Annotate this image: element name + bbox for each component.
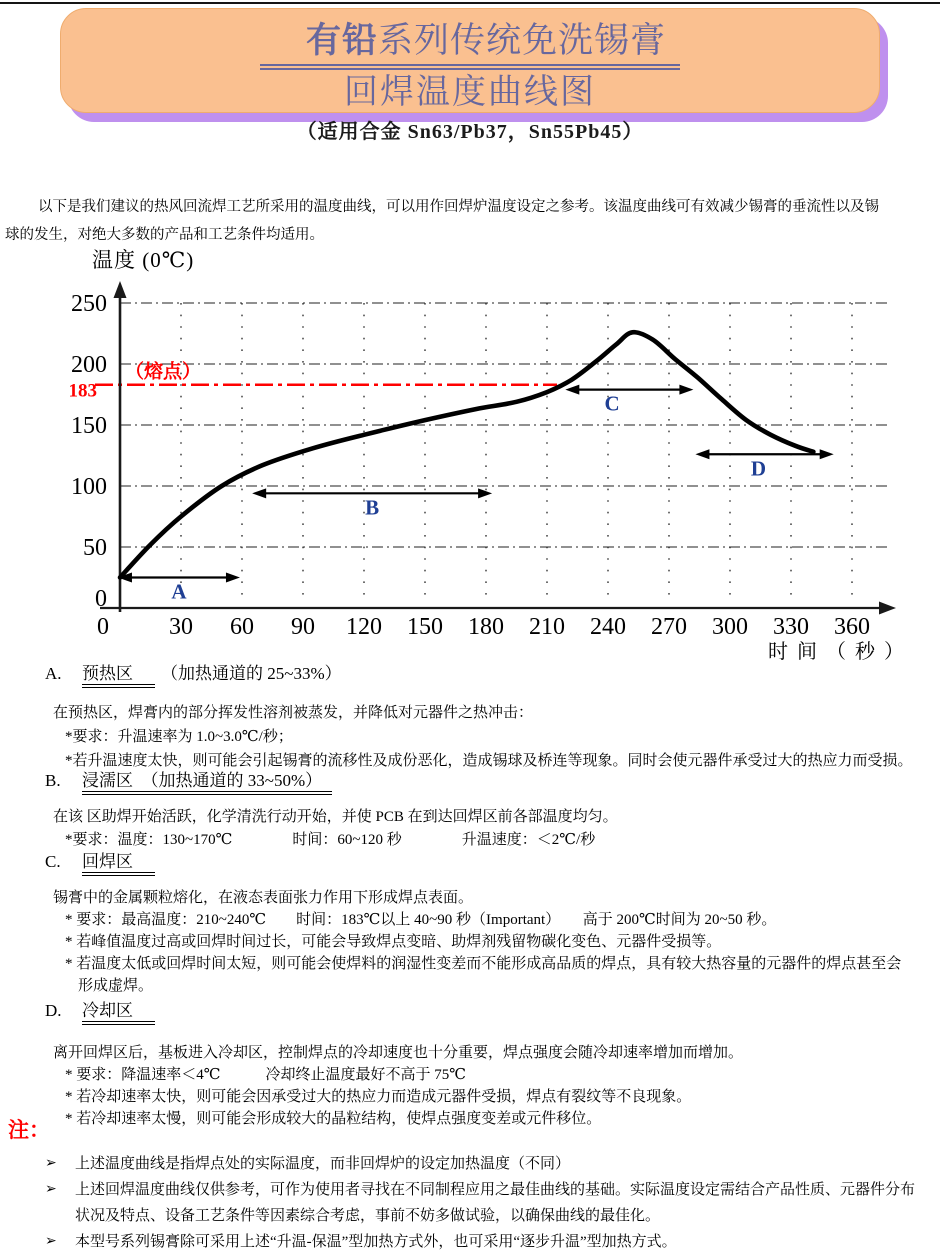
x-tick-label: 300 [712, 614, 748, 640]
zone-arrowhead-left [695, 449, 709, 459]
zone-label-b: B [365, 495, 380, 520]
notes-label: 注： [8, 1118, 50, 1142]
main-title-line2: 回焊温度曲线图 [344, 74, 596, 111]
section-label: A. [45, 664, 62, 683]
section-title: 预热区 [82, 664, 155, 688]
section-paragraph [53, 806, 940, 829]
section-heading [0, 851, 940, 873]
paragraph-line: * 若冷却速率太慢，则可能会形成较大的晶粒结构，使焊点强度变差或元件移位。 [65, 1111, 602, 1127]
y-tick-label: 200 [71, 352, 107, 378]
section-paragraph [65, 829, 940, 852]
note-item [45, 1151, 940, 1177]
section-d [0, 1000, 940, 1130]
note-item [45, 1229, 940, 1255]
y-tick-label: 0 [95, 586, 107, 612]
y-tick-label: 100 [71, 474, 107, 500]
y-axis-arrowhead [114, 281, 127, 298]
zone-arrowhead-left [252, 488, 266, 498]
x-tick-label: 120 [346, 614, 382, 640]
melting-point-marker [69, 360, 558, 402]
section-body [0, 887, 940, 997]
paragraph-line: *要求：升温速率为 1.0~3.0℃/秒； [65, 729, 293, 745]
zone-arrowhead-right [679, 385, 693, 395]
main-title-line1 [61, 19, 879, 70]
section-paragraph [65, 1086, 940, 1108]
note-line: 本型号系列锡膏除可采用上述“升温-保温”型加热方式外，也可采用“逐步升温”型加热方式。 [75, 1234, 677, 1250]
section-paragraph [65, 953, 940, 997]
paragraph-line: 锡膏中的金属颗粒熔化，在液态表面张力作用下形成焊点表面。 [53, 890, 474, 906]
section-body [0, 701, 940, 773]
note-line: 上述回焊温度曲线仅供参考，可作为使用者寻找在不同制程应用之最佳曲线的基础。实际温度设定需结合产品性质、元器件分布 [75, 1182, 916, 1198]
note-line: 状况及特点、设备工艺条件等因素综合考虑，事前不妨多做试验，以确保曲线的最佳化。 [75, 1208, 661, 1224]
paragraph-line: *要求：温度：130~170℃ 时间：60~120 秒 升温速度：＜2℃/秒 [65, 832, 596, 848]
section-paragraph [53, 701, 940, 725]
paragraph-line: 在该 区助焊开始活跃，化学清洗行动开始，并使 PCB 在到达回焊区前各部温度均匀。 [53, 809, 618, 825]
note-text [75, 1177, 940, 1229]
section-heading [0, 1000, 940, 1022]
title-rest: 系列传统免洗锡膏 [378, 21, 667, 60]
section-paragraph [53, 1042, 940, 1064]
section-paragraph [65, 931, 940, 953]
section-body [0, 1042, 940, 1130]
zone-arrowhead-right [226, 573, 240, 583]
paragraph-line: *若升温速度太快，则可能会引起锡膏的流移性及成份恶化，造成锡球及桥连等现象。同时会使元器件承受过大的热应力而受损。 [65, 753, 913, 769]
paragraph-line: 形成虚焊。 [78, 978, 154, 994]
paragraph-line: * 要求：降温速率＜4℃ 冷却终止温度最好不高于 75℃ [65, 1067, 467, 1083]
section-title-suffix: （加热通道的 25~33%） [161, 664, 342, 683]
section-paragraph [65, 1064, 940, 1086]
x-tick-label: 30 [169, 614, 193, 640]
section-label: B. [45, 771, 61, 790]
intro-line: 球的发生，对绝大多数的产品和工艺条件均适用。 [5, 227, 324, 243]
section-b [0, 770, 940, 852]
x-axis-title: 时 间 （ 秒 ） [768, 641, 906, 663]
notes-items [0, 1151, 940, 1255]
note-bullet-arrow-icon: ➢ [45, 1156, 57, 1171]
zone-arrowhead-left [565, 385, 579, 395]
x-tick-label: 240 [590, 614, 626, 640]
zone-arrowhead-right [820, 449, 834, 459]
note-line: 上述温度曲线是指焊点处的实际温度，而非回焊炉的设定加热温度（不同） [75, 1156, 571, 1172]
x-axis-arrowhead [879, 602, 896, 615]
paragraph-line: * 要求：最高温度：210~240℃ 时间：183℃以上 40~90 秒（Important） 高于 200℃时间为 20~50 秒。 [65, 912, 777, 928]
x-tick-label: 150 [407, 614, 443, 640]
melting-point-value: 183 [68, 380, 97, 402]
x-tick-label: 210 [529, 614, 565, 640]
chart-axes [100, 281, 896, 615]
zone-label-c: C [604, 391, 620, 416]
note-bullet-arrow-icon: ➢ [45, 1182, 57, 1197]
section-paragraph [65, 725, 940, 749]
x-tick-label: 270 [651, 614, 687, 640]
subtitle-alloy: （适用合金 Sn63/Pb37，Sn55Pb45） [296, 121, 644, 143]
paragraph-line: * 若冷却速率太快，则可能会因承受过大的热应力而造成元器件受损，焊点有裂纹等不良现象。 [65, 1089, 692, 1105]
intro-line: 以下是我们建议的热风回流焊工艺所采用的温度曲线，可以用作回焊炉温度设定之参考。该温度曲线可有效减少锡膏的垂流性以及锡 [38, 199, 879, 215]
section-title: 冷却区 [82, 1001, 155, 1025]
note-text [75, 1151, 940, 1177]
x-tick-label: 330 [773, 614, 809, 640]
x-tick-label: 360 [834, 614, 870, 640]
y-tick-label: 50 [83, 535, 107, 561]
section-title: 回焊区 [82, 852, 155, 876]
header-box [60, 8, 880, 113]
section-a [0, 663, 940, 773]
section-paragraph [53, 887, 940, 909]
note-item [45, 1177, 940, 1229]
note-text [75, 1229, 940, 1255]
section-c [0, 851, 940, 997]
paragraph-line: 在预热区，焊膏内的部分挥发性溶剂被蒸发，并降低对元器件之热冲击： [53, 705, 534, 721]
y-tick-label: 250 [71, 291, 107, 317]
section-heading [0, 770, 940, 792]
section-label: C. [45, 852, 61, 871]
x-tick-label: 60 [230, 614, 254, 640]
x-tick-label: 0 [97, 614, 109, 640]
x-tick-label: 180 [468, 614, 504, 640]
paragraph-line: * 若峰值温度过高或回焊时间过长，可能会导致焊点变暗、助焊剂残留物碳化变色、元器件受损等。 [65, 934, 722, 950]
zone-label-d: D [750, 456, 767, 481]
notes-block [0, 1118, 940, 1255]
main-title-underline [260, 19, 680, 70]
section-paragraph [65, 909, 940, 931]
zone-arrows [118, 385, 834, 604]
paragraph-line: * 若温度太低或回焊时间太短，则可能会使焊料的润湿性变差而不能形成高品质的焊点，具有较大热容量的元器件的焊点甚至会 [65, 956, 902, 972]
x-tick-label: 90 [291, 614, 315, 640]
melting-point-annotation: （熔点） [125, 361, 202, 383]
top-border-rule [0, 2, 940, 4]
title-emphasis: 有铅 [305, 21, 378, 60]
section-heading [0, 663, 940, 685]
y-axis-title: 温度 (0℃) [92, 248, 195, 272]
zone-arrowhead-right [478, 488, 492, 498]
reflow-temperature-chart [0, 240, 940, 664]
note-bullet-arrow-icon: ➢ [45, 1234, 57, 1249]
section-body [0, 806, 940, 852]
section-label: D. [45, 1001, 62, 1020]
paragraph-line: 离开回焊区后，基板进入冷却区，控制焊点的冷却速度也十分重要，焊点强度会随冷却速率增加而增加。 [53, 1045, 744, 1061]
section-title: 浸濡区 （加热通道的 33~50%） [82, 771, 332, 795]
y-tick-label: 150 [71, 413, 107, 439]
zone-label-a: A [171, 579, 187, 604]
